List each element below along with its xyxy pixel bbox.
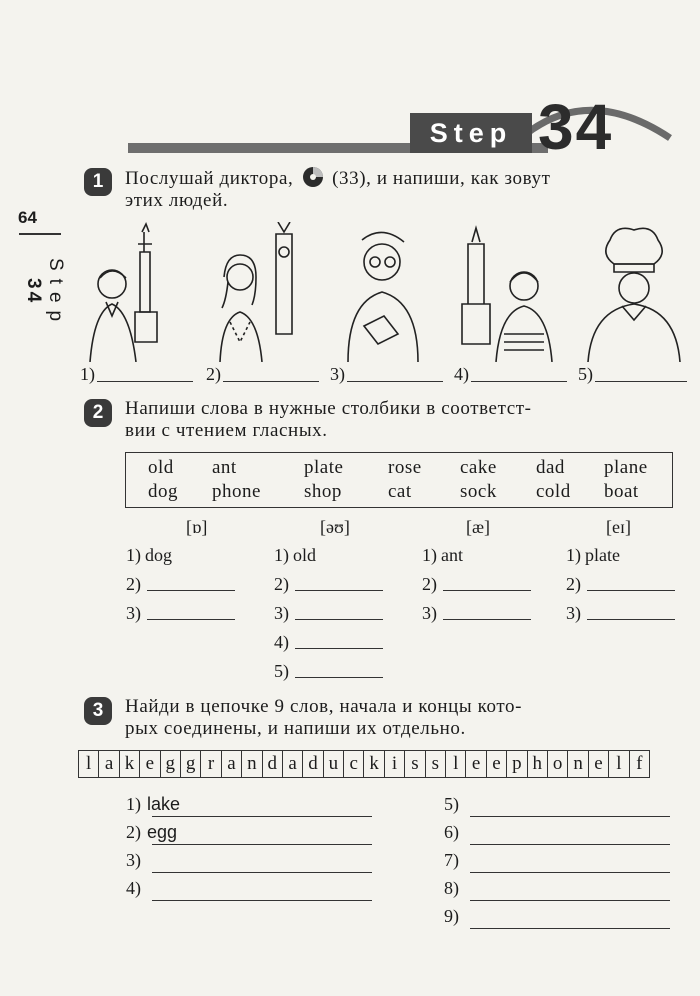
step-label: Step — [410, 113, 532, 153]
blank-line — [443, 619, 531, 620]
task3-badge: 3 — [84, 697, 112, 725]
letter-chain — [78, 750, 650, 778]
blank-number: 2) — [206, 364, 221, 384]
column-item-blank[interactable]: 3) — [126, 603, 235, 624]
cd-disc-icon — [302, 166, 324, 188]
word: boat — [604, 481, 639, 502]
answer-blank-5[interactable] — [578, 364, 687, 385]
task1-instruction-line2: этих людей. — [125, 190, 229, 211]
column-header: [ɒ] — [186, 517, 208, 537]
chain-letter: l — [609, 751, 629, 777]
blank-line — [295, 590, 383, 591]
chain-letter: p — [507, 751, 527, 777]
chain-answer-7[interactable]: 7) — [444, 850, 459, 871]
word: ant — [212, 457, 237, 478]
chain-letter: u — [324, 751, 344, 777]
chain-answer-9[interactable]: 9) — [444, 906, 459, 927]
chain-letter: s — [405, 751, 425, 777]
chef-illustration — [580, 222, 690, 362]
task3-instruction — [125, 696, 522, 740]
word: plate — [304, 457, 344, 478]
chain-letter: e — [466, 751, 486, 777]
word-bank — [125, 452, 673, 508]
word: rose — [388, 457, 422, 478]
chain-letter: e — [589, 751, 609, 777]
chain-letter: d — [263, 751, 283, 777]
word: sock — [460, 481, 497, 502]
chain-letter: e — [140, 751, 160, 777]
chain-letter: s — [426, 751, 446, 777]
chain-letter: l — [446, 751, 466, 777]
chain-answer-3[interactable]: 3) — [126, 850, 141, 871]
column-item: 1) plate — [566, 545, 620, 565]
column-item-blank[interactable]: 3) — [274, 603, 383, 624]
chain-letter: g — [181, 751, 201, 777]
blank-line — [223, 381, 319, 382]
chain-letter: a — [99, 751, 119, 777]
column-item-blank[interactable]: 2) — [126, 574, 235, 595]
chain-answer-5[interactable]: 5) — [444, 794, 459, 815]
blank-line — [147, 619, 235, 620]
word: cold — [536, 481, 571, 502]
word: cake — [460, 457, 497, 478]
column-item-blank[interactable]: 2) — [274, 574, 383, 595]
task2-instruction-line1: Напиши слова в нужные столбики в соответст- — [125, 398, 532, 419]
column-item-blank[interactable]: 2) — [422, 574, 531, 595]
side-step-number: 34 — [23, 278, 44, 306]
word: dad — [536, 457, 565, 478]
blank-line — [587, 590, 675, 591]
task1-instruction — [125, 166, 551, 212]
task1-badge: 1 — [84, 168, 112, 196]
blank-number: 1) — [80, 364, 95, 384]
column-header: [æ] — [466, 517, 490, 537]
blank-line — [595, 381, 687, 382]
column-header: [əʊ] — [320, 517, 350, 537]
column-item-blank[interactable]: 4) — [274, 632, 383, 653]
answer-blank-3[interactable] — [330, 364, 443, 385]
column-item-blank[interactable]: 2) — [566, 574, 675, 595]
blank-number: 5) — [578, 364, 593, 384]
blank-line — [97, 381, 193, 382]
answer-blank-4[interactable] — [454, 364, 567, 385]
column-item-blank[interactable]: 5) — [274, 661, 383, 682]
chain-answer-8[interactable]: 8) — [444, 878, 459, 899]
blank-line — [295, 677, 383, 678]
task1-instruction-before: Послушай диктора, — [125, 168, 294, 189]
chain-letter: c — [344, 751, 364, 777]
column-item: 1) ant — [422, 545, 463, 565]
blank-line — [295, 619, 383, 620]
chain-letter: o — [548, 751, 568, 777]
task3-instruction-line1: Найди в цепочке 9 слов, начала и концы кото- — [125, 696, 523, 717]
blank-number: 4) — [454, 364, 469, 384]
chain-letter: f — [630, 751, 650, 777]
column-header: [eɪ] — [606, 517, 631, 537]
side-step-word: Step — [45, 258, 66, 330]
chain-letter: g — [161, 751, 181, 777]
chain-answer-4[interactable]: 4) — [126, 878, 141, 899]
chain-answer-2[interactable]: 2) egg — [126, 822, 177, 843]
chain-letter: d — [303, 751, 323, 777]
chain-letter: k — [364, 751, 384, 777]
chain-letter: e — [487, 751, 507, 777]
chain-answer-6[interactable]: 6) — [444, 822, 459, 843]
blank-line — [347, 381, 443, 382]
chain-letter: n — [568, 751, 588, 777]
boy-with-kremlin-illustration — [452, 222, 562, 362]
task1-instruction-after: (33), и напиши, как зовут — [332, 168, 551, 189]
chain-letter: k — [120, 751, 140, 777]
chain-letter: l — [79, 751, 99, 777]
chain-letter: r — [201, 751, 221, 777]
blank-line — [443, 590, 531, 591]
task3-instruction-line2: рых соединены, и напиши их отдельно. — [125, 718, 466, 739]
word: plane — [604, 457, 648, 478]
column-item-blank[interactable]: 3) — [566, 603, 675, 624]
woman-with-big-ben-illustration — [208, 222, 318, 362]
chain-letter: i — [385, 751, 405, 777]
step-number: 34 — [538, 91, 614, 163]
chain-answer-1[interactable]: 1) lake — [126, 794, 180, 815]
blank-line — [471, 381, 567, 382]
margin-divider — [19, 233, 61, 235]
column-item-blank[interactable]: 3) — [422, 603, 531, 624]
old-woman-with-book-illustration — [332, 222, 442, 362]
answer-blank-2[interactable] — [206, 364, 319, 385]
task2-badge: 2 — [84, 399, 112, 427]
blank-line — [587, 619, 675, 620]
column-item: 1) old — [274, 545, 317, 565]
word: dog — [148, 481, 178, 502]
task2-instruction — [125, 398, 532, 442]
chain-letter: h — [528, 751, 548, 777]
column-item: 1) dog — [126, 545, 172, 565]
blank-line — [295, 648, 383, 649]
chain-letter: a — [283, 751, 303, 777]
answer-blank-1[interactable] — [80, 364, 193, 385]
word: phone — [212, 481, 261, 502]
word: cat — [388, 481, 412, 502]
blank-number: 3) — [330, 364, 345, 384]
chain-letter: a — [222, 751, 242, 777]
task2-instruction-line2: вии с чтением гласных. — [125, 420, 328, 441]
blank-line — [147, 590, 235, 591]
man-with-statue-of-liberty-illustration — [80, 222, 190, 362]
word: old — [148, 457, 174, 478]
chain-letter: n — [242, 751, 262, 777]
page-number: 64 — [18, 208, 37, 227]
word: shop — [304, 481, 342, 502]
side-step-label — [22, 258, 66, 329]
